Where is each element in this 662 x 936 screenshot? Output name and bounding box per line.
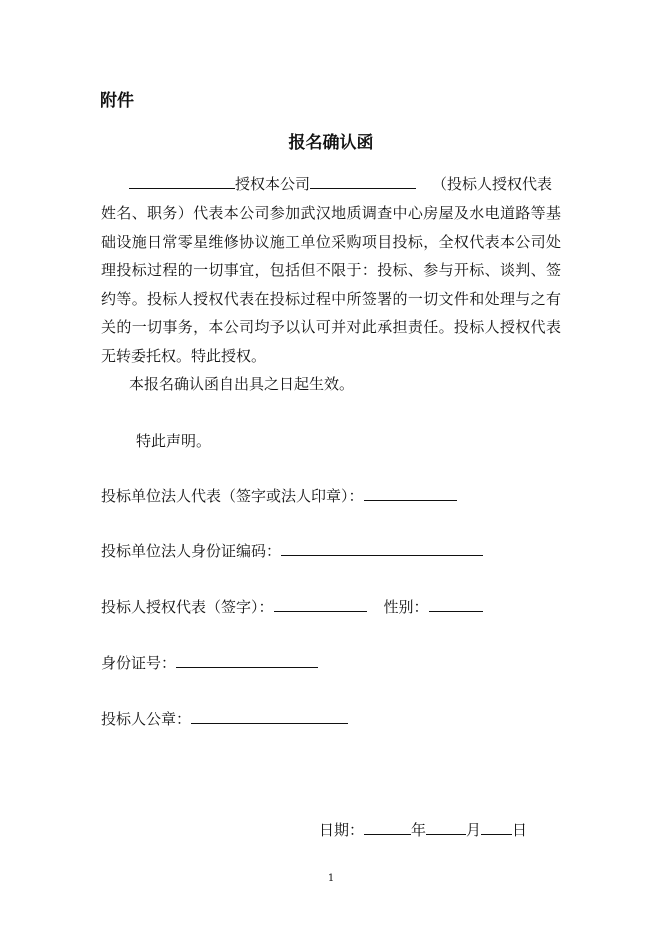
page-number: 1: [327, 873, 335, 884]
date-line: [319, 818, 527, 841]
seal-blank[interactable]: [191, 707, 348, 724]
id-number-field: [101, 651, 318, 674]
legal-rep-blank[interactable]: [364, 484, 457, 501]
legal-rep-label: 投标单位法人代表（签字或法人印章）：: [101, 487, 364, 505]
day-blank[interactable]: [481, 818, 512, 835]
authorize-text: 授权本公司: [235, 175, 311, 193]
auth-rep-field: [101, 595, 483, 618]
intro-line: [129, 170, 561, 195]
gender-label: 性别：: [383, 598, 429, 616]
date-label: 日期：: [319, 821, 365, 839]
id-blank[interactable]: [176, 651, 318, 668]
document-title: 报名确认函: [288, 133, 374, 153]
seal-label: 投标人公章：: [101, 710, 192, 728]
gender-blank[interactable]: [429, 595, 483, 612]
month-label: 月: [466, 821, 482, 839]
legal-id-label: 投标单位法人身份证编码：: [101, 542, 282, 560]
paren-text: （投标人授权代表: [432, 175, 553, 193]
declaration-statement: 特此声明。: [136, 432, 212, 450]
day-label: 日: [512, 821, 528, 839]
seal-field: [101, 707, 348, 730]
month-blank[interactable]: [426, 818, 466, 835]
auth-rep-blank[interactable]: [274, 595, 367, 612]
effective-statement: 本报名确认函自出具之日起生效。: [129, 375, 355, 393]
attachment-label: 附件: [100, 91, 134, 111]
legal-rep-field: [101, 484, 457, 507]
year-label: 年: [411, 821, 427, 839]
authorization-paragraph: 姓名、职务）代表本公司参加武汉地质调查中心房屋及水电道路等基础设施日常零星维修协议施工单位采购项目投标，全权代表本公司处理投标过程的一切事宜，包括但不限于：投标、参与开标、谈判、签约等。投标人授权代表在投标过程中所签署的一切文件和处理与之有关的一切事务，本公司均予以认可并对此承担责任。投标人授权代表无转委托权。特此授权。: [101, 204, 561, 365]
id-label: 身份证号：: [101, 654, 177, 672]
representative-blank[interactable]: [310, 170, 416, 189]
legal-id-field: [101, 539, 483, 562]
company-name-blank[interactable]: [129, 170, 235, 189]
auth-rep-label: 投标人授权代表（签字）：: [101, 598, 274, 616]
legal-id-blank[interactable]: [281, 539, 483, 556]
year-blank[interactable]: [364, 818, 411, 835]
